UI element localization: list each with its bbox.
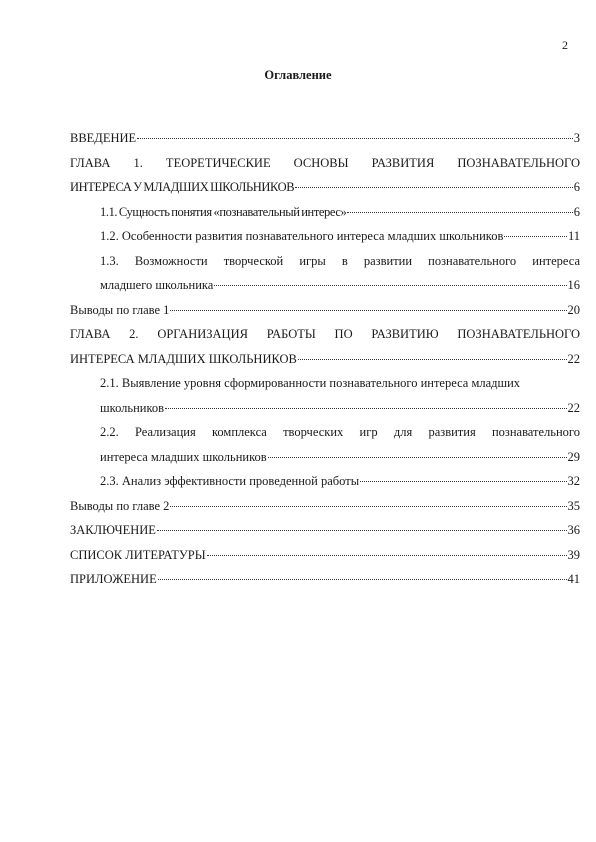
dot-leader (504, 236, 567, 237)
toc-page-number: 41 (567, 572, 580, 586)
toc-entry-text: Выводы по главе 1 (70, 302, 170, 317)
toc-entry-1-3[interactable] (70, 273, 580, 298)
dot-leader (207, 555, 567, 556)
toc-page-number: 11 (567, 229, 580, 243)
toc-entry-appendix[interactable] (70, 567, 580, 592)
toc-entry-1-1[interactable] (70, 200, 580, 225)
toc-entry-text: 2.3. Анализ эффективности проведенной работы (100, 474, 360, 488)
toc-page-number: 35 (567, 498, 580, 513)
toc-page-number: 36 (567, 523, 580, 537)
toc-page-number: 22 (567, 400, 580, 415)
toc-entry-text: СПИСОК ЛИТЕРАТУРЫ (70, 547, 206, 562)
toc-entry-chapter2[interactable] (70, 347, 580, 372)
dot-leader (170, 506, 566, 507)
toc-entry-text: ИНТЕРЕСА МЛАДШИХ ШКОЛЬНИКОВ (70, 351, 297, 366)
toc-page-number: 29 (567, 449, 580, 464)
dot-leader (165, 408, 566, 409)
toc-entry-2-2-line[interactable]: 2.2. Реализация комплекса творческих игр для развития познавательного (100, 425, 580, 439)
toc-entry-2-1-line[interactable]: 2.1. Выявление уровня сформированности познавательного интереса младших (100, 376, 521, 390)
toc-entry-2-1[interactable] (70, 396, 580, 421)
dot-leader (137, 138, 573, 139)
toc-entry-references[interactable] (70, 543, 580, 568)
toc-entry-intro[interactable] (70, 126, 580, 151)
toc-entry-2-3[interactable] (70, 469, 580, 494)
dot-leader (295, 187, 573, 188)
toc-page-number: 6 (573, 180, 580, 194)
toc-page-number: 6 (573, 204, 580, 219)
toc-page-number: 3 (573, 131, 580, 145)
toc-entry-text: ЗАКЛЮЧЕНИЕ (70, 523, 156, 537)
toc-page-number: 16 (567, 278, 580, 292)
toc-entry-text: школьников (100, 400, 165, 415)
toc-entry-text: 1.1. Сущность понятия «познавательный интерес» (100, 204, 347, 219)
toc-chapter2-heading-line[interactable]: ГЛАВА 2. ОРГАНИЗАЦИЯ РАБОТЫ ПО РАЗВИТИЮ ПОЗНАВАТЕЛЬНОГО (70, 327, 580, 341)
toc-page-number: 22 (567, 351, 580, 366)
toc-page-number: 32 (567, 474, 580, 488)
dot-leader (157, 530, 567, 531)
toc-entry-text: ВВЕДЕНИЕ (70, 131, 137, 145)
toc-title: Оглавление (264, 68, 332, 82)
toc-entry-2-2[interactable] (70, 445, 580, 470)
toc-chapter1-heading-line[interactable]: ГЛАВА 1. ТЕОРЕТИЧЕСКИЕ ОСНОВЫ РАЗВИТИЯ ПОЗНАВАТЕЛЬНОГО (70, 155, 580, 170)
toc-entry-text: Выводы по главе 2 (70, 498, 170, 513)
dot-leader (158, 579, 567, 580)
page-number: 2 (562, 38, 568, 52)
dot-leader (347, 212, 572, 213)
toc-entry-conclusion[interactable] (70, 518, 580, 543)
toc-entry-text: ИНТЕРЕСА У МЛАДШИХ ШКОЛЬНИКОВ (70, 180, 295, 194)
dot-leader (298, 359, 567, 360)
toc-entry-text: ПРИЛОЖЕНИЕ (70, 572, 157, 586)
toc-entry-conclusions-2[interactable] (70, 494, 580, 519)
toc-entry-text: интереса младших школьников (100, 449, 267, 464)
toc-page-number: 39 (567, 547, 580, 562)
dot-leader (214, 285, 566, 286)
toc-entry-conclusions-1[interactable] (70, 298, 580, 323)
dot-leader (170, 310, 566, 311)
toc-entry-text: младшего школьника (100, 278, 214, 292)
dot-leader (268, 457, 567, 458)
table-of-contents (70, 126, 580, 592)
dot-leader (360, 481, 566, 482)
toc-entry-1-2[interactable] (70, 224, 580, 249)
toc-entry-chapter1[interactable] (70, 175, 580, 200)
toc-entry-text: 1.2. Особенности развития познавательного интереса младших школьников (100, 229, 504, 243)
toc-entry-1-3-line[interactable]: 1.3. Возможности творческой игры в развитии познавательного интереса (100, 253, 580, 268)
toc-page-number: 20 (567, 302, 580, 317)
